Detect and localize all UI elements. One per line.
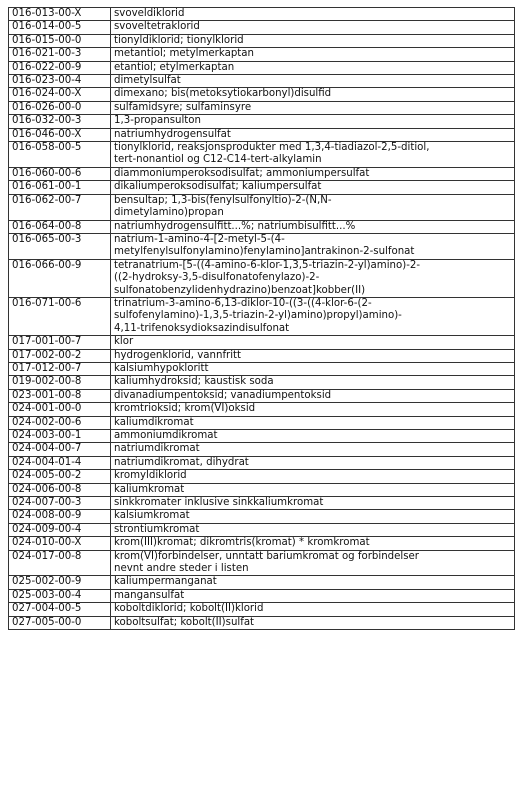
- chemical-name-line: dimexano; bis(metoksytiokarbonyl)disulfid: [114, 88, 332, 100]
- index-number-cell: 025-003-00-4: [9, 589, 111, 602]
- index-number-cell: 027-004-00-5: [9, 603, 111, 616]
- index-number-cell: 019-002-00-8: [9, 376, 111, 389]
- table-row: [9, 115, 515, 128]
- index-number-cell: 027-005-00-0: [9, 616, 111, 629]
- table-row: [9, 349, 515, 362]
- chemical-name-line: natriumhydrogensulfat: [114, 128, 231, 140]
- index-number-cell: 024-006-00-8: [9, 483, 111, 496]
- table-row: [9, 8, 515, 21]
- chemical-name-cell: [111, 349, 515, 362]
- chemical-name-line: koboltsulfat; kobolt(II)sulfat: [114, 616, 255, 628]
- chemical-name-cell: [111, 297, 515, 335]
- table-row: [9, 603, 515, 616]
- chemical-name-cell: [111, 362, 515, 375]
- index-number-cell: 016-058-00-5: [9, 142, 111, 168]
- chemical-name-cell: [111, 259, 515, 297]
- table-row: [9, 576, 515, 589]
- chemical-name-line: metantiol; metylmerkaptan: [114, 48, 254, 60]
- index-number-cell: 016-061-00-1: [9, 181, 111, 194]
- table-row: [9, 233, 515, 259]
- chemical-name-line: ammoniumdikromat: [114, 430, 218, 441]
- chemical-name-cell: [111, 142, 515, 168]
- table-row: [9, 75, 515, 88]
- index-number-cell: 025-002-00-9: [9, 576, 111, 589]
- chemical-name-line: kaliumdikromat: [114, 416, 194, 428]
- chemical-name-cell: [111, 128, 515, 141]
- chemical-name-line: koboltdiklorid; kobolt(II)klorid: [114, 603, 264, 615]
- chemical-name-cell: [111, 167, 515, 180]
- chemical-name-cell: [111, 181, 515, 194]
- table-row: [9, 194, 515, 220]
- chemical-name-line: bensultap; 1,3-bis(fenylsulfonyltio)-2-(N,N-: [114, 194, 332, 206]
- chemical-name-line: krom(III)kromat; dikromtris(kromat) * kromkromat: [114, 537, 370, 549]
- table-row: [9, 167, 515, 180]
- chemical-name-line: kromyldiklorid: [114, 470, 187, 482]
- chemical-name-line: mangansulfat: [114, 589, 185, 601]
- chemical-name-line: kaliumpermanganat: [114, 576, 217, 588]
- chemical-name-cell: [111, 8, 515, 21]
- chemical-name-cell: [111, 470, 515, 483]
- index-number-cell: 016-064-00-8: [9, 220, 111, 233]
- chemical-name-cell: [111, 115, 515, 128]
- index-number-cell: 016-013-00-X: [9, 8, 111, 21]
- chemical-name-cell: [111, 34, 515, 47]
- chemical-name-cell: [111, 376, 515, 389]
- chemical-name-cell: [111, 456, 515, 469]
- chemical-name-line: sinkkromater inklusive sinkkaliumkromat: [114, 497, 324, 509]
- chemical-name-cell: [111, 443, 515, 456]
- chemical-name-cell: [111, 21, 515, 34]
- index-number-cell: 016-015-00-0: [9, 34, 111, 47]
- chemical-name-cell: [111, 61, 515, 74]
- index-number-cell: 016-024-00-X: [9, 88, 111, 101]
- chemical-name-line: svoveldiklorid: [114, 8, 185, 19]
- table-row: [9, 550, 515, 576]
- table-row: [9, 456, 515, 469]
- chemical-name-cell: [111, 523, 515, 536]
- chemical-name-line: dikaliumperoksodisulfat; kaliumpersulfat: [114, 181, 322, 193]
- table-row: [9, 403, 515, 416]
- table-row: [9, 21, 515, 34]
- chemical-name-line: kalsiumhypokloritt: [114, 362, 209, 374]
- chemical-name-cell: [111, 576, 515, 589]
- chemical-name-line: ((2-hydroksy-3,5-disulfonatofenylazo)-2-: [114, 272, 320, 284]
- chemical-name-line: krom(VI)forbindelser, unntatt bariumkromat og forbindelser: [114, 550, 419, 562]
- table-row: [9, 510, 515, 523]
- chemical-name-cell: [111, 403, 515, 416]
- chemical-name-line: nevnt andre steder i listen: [114, 563, 249, 575]
- chemical-name-line: natriumdikromat: [114, 443, 200, 455]
- chemical-name-line: tionylklorid, reaksjonsprodukter med 1,3,4-tiadiazol-2,5-ditiol,: [114, 142, 430, 154]
- index-number-cell: 024-004-01-4: [9, 456, 111, 469]
- chemical-name-line: dimetylamino)propan: [114, 207, 224, 219]
- table-row: [9, 483, 515, 496]
- index-number-cell: 017-002-00-2: [9, 349, 111, 362]
- chemical-name-line: kromtrioksid; krom(VI)oksid: [114, 403, 256, 415]
- index-number-cell: 016-023-00-4: [9, 75, 111, 88]
- index-number-cell: 024-001-00-0: [9, 403, 111, 416]
- chemical-name-line: natrium-1-amino-4-[2-metyl-5-(4-: [114, 233, 285, 245]
- chemical-name-line: dimetylsulfat: [114, 75, 181, 87]
- index-number-cell: 016-060-00-6: [9, 167, 111, 180]
- table-row: [9, 297, 515, 335]
- chemical-name-cell: [111, 616, 515, 629]
- table-row: [9, 259, 515, 297]
- table-row: [9, 142, 515, 168]
- chemical-name-cell: [111, 416, 515, 429]
- index-number-cell: 016-032-00-3: [9, 115, 111, 128]
- chemical-name-line: natriumhydrogensulfitt...%; natriumbisulfitt...%: [114, 220, 356, 232]
- chemical-name-cell: [111, 497, 515, 510]
- chemical-name-line: diammoniumperoksodisulfat; ammoniumpersulfat: [114, 167, 370, 179]
- chemical-name-line: klor: [114, 336, 134, 348]
- chemical-name-line: hydrogenklorid, vannfritt: [114, 349, 242, 361]
- chemical-name-line: sulfamidsyre; sulfaminsyre: [114, 101, 252, 113]
- chemical-name-line: svoveltetraklorid: [114, 21, 200, 33]
- table-row: [9, 48, 515, 61]
- table-row: [9, 61, 515, 74]
- index-number-cell: 024-005-00-2: [9, 470, 111, 483]
- chemical-name-line: sulfonatobenzylidenhydrazino)benzoat]kobber(II): [114, 284, 366, 296]
- table-row: [9, 336, 515, 349]
- table-row: [9, 362, 515, 375]
- index-number-cell: 024-008-00-9: [9, 510, 111, 523]
- chemical-name-cell: [111, 430, 515, 443]
- index-number-cell: 016-062-00-7: [9, 194, 111, 220]
- table-row: [9, 523, 515, 536]
- table-row: [9, 376, 515, 389]
- table-row: [9, 589, 515, 602]
- chemical-name-line: tionyldiklorid; tionylklorid: [114, 34, 244, 46]
- table-row: [9, 181, 515, 194]
- index-number-cell: 017-001-00-7: [9, 336, 111, 349]
- index-number-cell: 016-046-00-X: [9, 128, 111, 141]
- chemical-name-line: kaliumhydroksid; kaustisk soda: [114, 376, 274, 388]
- index-number-cell: 024-004-00-7: [9, 443, 111, 456]
- chemical-name-line: tetranatrium-[5-((4-amino-6-klor-1,3,5-triazin-2-yl)amino)-2-: [114, 259, 421, 271]
- chemical-name-cell: [111, 550, 515, 576]
- table-row: [9, 128, 515, 141]
- table-row: [9, 416, 515, 429]
- table-row: [9, 220, 515, 233]
- index-number-cell: 024-007-00-3: [9, 497, 111, 510]
- index-number-cell: 024-009-00-4: [9, 523, 111, 536]
- chemical-name-line: trinatrium-3-amino-6,13-diklor-10-((3-((4-klor-6-(2-: [114, 297, 372, 309]
- index-number-cell: 016-071-00-6: [9, 297, 111, 335]
- chemical-name-cell: [111, 75, 515, 88]
- table-row: [9, 389, 515, 402]
- table-row: [9, 34, 515, 47]
- index-number-cell: 016-066-00-9: [9, 259, 111, 297]
- chemical-name-cell: [111, 483, 515, 496]
- table-row: [9, 443, 515, 456]
- chemical-name-cell: [111, 589, 515, 602]
- table-row: [9, 101, 515, 114]
- index-number-cell: 016-021-00-3: [9, 48, 111, 61]
- chemical-name-line: 1,3-propansulton: [114, 115, 201, 127]
- table-row: [9, 88, 515, 101]
- chemical-name-line: metylfenylsulfonylamino)fenylamino]antrakinon-2-sulfonat: [114, 246, 415, 258]
- chemical-name-cell: [111, 336, 515, 349]
- index-number-cell: 016-065-00-3: [9, 233, 111, 259]
- index-number-cell: 024-017-00-8: [9, 550, 111, 576]
- chemical-name-cell: [111, 537, 515, 550]
- index-number-cell: 016-014-00-5: [9, 21, 111, 34]
- chemical-name-line: tert-nonantiol og C12-C14-tert-alkylamin: [114, 154, 322, 166]
- chemical-name-cell: [111, 220, 515, 233]
- index-number-cell: 023-001-00-8: [9, 389, 111, 402]
- index-number-cell: 024-002-00-6: [9, 416, 111, 429]
- chemical-name-line: divanadiumpentoksid; vanadiumpentoksid: [114, 389, 332, 401]
- chemical-name-line: kalsiumkromat: [114, 510, 190, 522]
- table-row: [9, 537, 515, 550]
- table-row: [9, 430, 515, 443]
- chemical-name-cell: [111, 603, 515, 616]
- table-row: [9, 616, 515, 629]
- chemical-name-cell: [111, 88, 515, 101]
- index-number-cell: 024-010-00-X: [9, 537, 111, 550]
- chemical-name-line: kaliumkromat: [114, 483, 185, 495]
- substance-table-body: [9, 8, 515, 630]
- index-number-cell: 017-012-00-7: [9, 362, 111, 375]
- chemical-name-line: sulfofenylamino)-1,3,5-triazin-2-yl)amino)propyl)amino)-: [114, 310, 402, 322]
- chemical-name-cell: [111, 389, 515, 402]
- chemical-name-cell: [111, 48, 515, 61]
- chemical-name-line: 4,11-trifenoksydioksazindisulfonat: [114, 322, 290, 334]
- substance-table: [8, 7, 515, 630]
- table-row: [9, 470, 515, 483]
- index-number-cell: 016-026-00-0: [9, 101, 111, 114]
- chemical-name-line: natriumdikromat, dihydrat: [114, 456, 249, 468]
- index-number-cell: 016-022-00-9: [9, 61, 111, 74]
- chemical-name-line: strontiumkromat: [114, 523, 200, 535]
- chemical-name-cell: [111, 510, 515, 523]
- chemical-name-cell: [111, 233, 515, 259]
- chemical-name-cell: [111, 194, 515, 220]
- chemical-name-line: etantiol; etylmerkaptan: [114, 61, 235, 73]
- chemical-name-cell: [111, 101, 515, 114]
- index-number-cell: 024-003-00-1: [9, 430, 111, 443]
- table-row: [9, 497, 515, 510]
